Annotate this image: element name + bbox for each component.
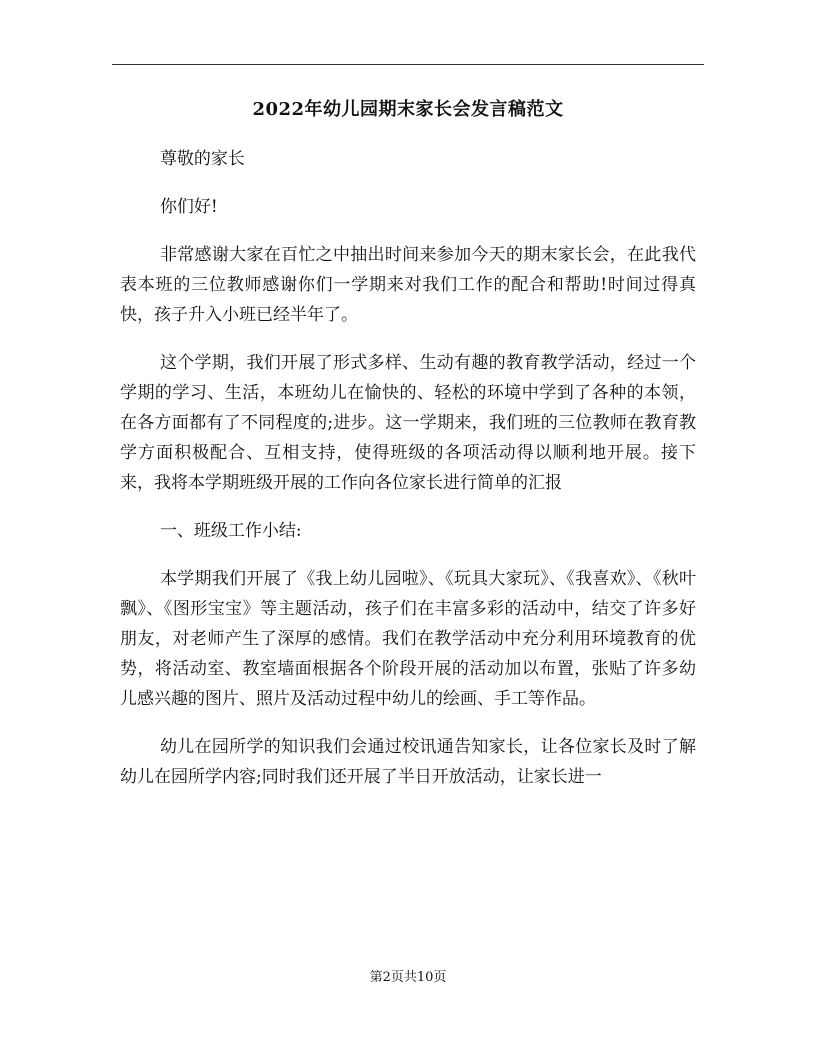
document-title: 2022年幼儿园期末家长会发言稿范文 [252,99,564,120]
paragraph-parent-communication: 幼儿在园所学的知识我们会通过校讯通告知家长，让各位家长及时了解幼儿在园所学内容;同时我们还开展了半日开放活动，让家长进一 [120,737,696,787]
salutation: 尊敬的家长 [159,149,245,169]
paragraph-theme-activities: 本学期我们开展了《我上幼儿园啦》、《玩具大家玩》、《我喜欢》、《秋叶飘》、《图形宝宝》等主题活动，孩子们在丰富多彩的活动中，结交了许多好朋友，对老师产生了深厚的感情。我们在教学活动中充分利用环境教育的优势，将活动室、教室墙面根据各个阶段开展的活动加以布置，张贴了许多幼儿感兴趣的图片、照片及活动过程中幼儿的绘画、手工等作品。 [120,569,696,709]
section-heading-class-work: 一、班级工作小结: [159,521,302,541]
header-rule [112,64,704,65]
paragraph-thanks: 非常感谢大家在百忙之中抽出时间来参加今天的期末家长会，在此我代表本班的三位教师感谢你们一学期来对我们工作的配合和帮助!时间过得真快，孩子升入小班已经半年了。 [120,245,696,325]
page-number: 第2页共10页 [369,970,447,985]
document-body [120,144,696,792]
paragraph-semester-activities: 这个学期，我们开展了形式多样、生动有趣的教育教学活动，经过一个学期的学习、生活，本班幼儿在愉快的、轻松的环境中学到了各种的本领，在各方面都有了不同程度的;进步。这一学期来，我们班的三位教师在教育教学方面积极配合、互相支持，使得班级的各项活动得以顺利地开展。接下来，我将本学期班级开展的工作向各位家长进行简单的汇报 [120,353,696,493]
greeting: 你们好! [159,197,218,217]
